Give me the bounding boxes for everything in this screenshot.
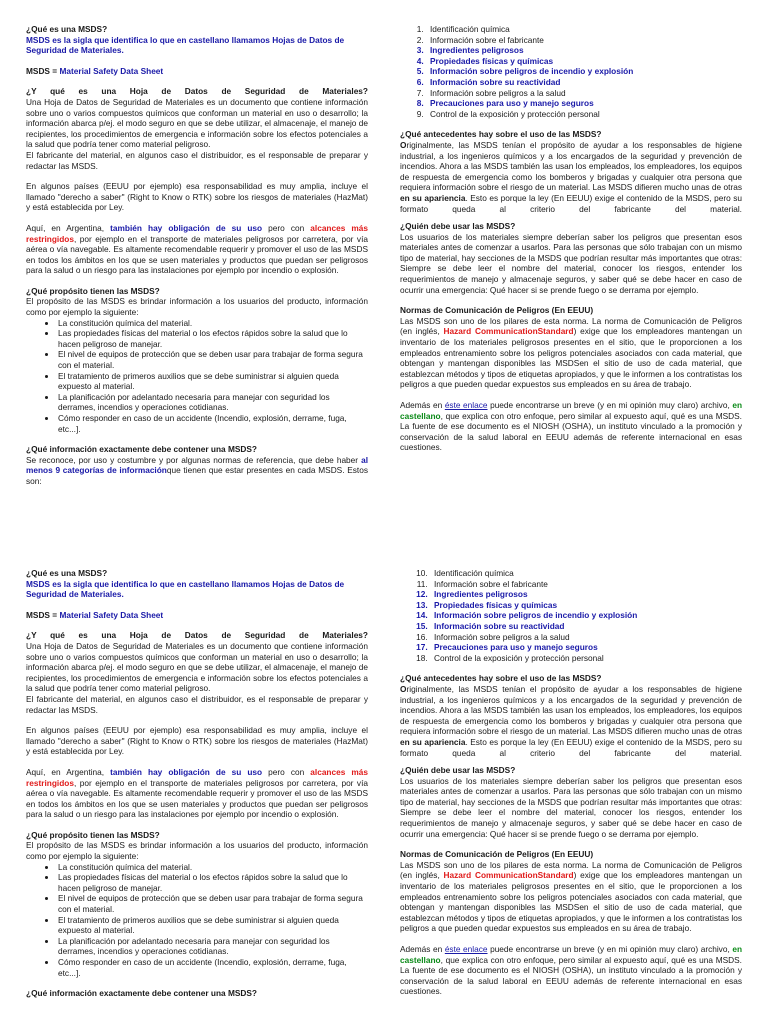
list-item: 18. Control de la exposición y protección personal: [430, 653, 742, 664]
paragraph-argentina: [26, 767, 368, 820]
list-item: 1. Identificación química: [426, 24, 742, 35]
este-enlace-link[interactable]: éste enlace: [444, 944, 488, 954]
list-item: 11. Información sobre el fabricante: [430, 579, 742, 590]
heading-normas: Normas de Comunicación de Peligros (En EEUU): [400, 305, 594, 316]
paragraph-enlace: [400, 400, 742, 453]
normas-text: ) exige que los empleadores mantengan un inventario de los materiales peligrosos presentes en el sitio, que le proporcionen a los empleados entrenamiento sobre los peligros potenciales asociados con cada material, que obtengan y mantengan disponibles las MSDSen el sitio de uso de cada material, que establezcan métodos y tipos de etiquetas apropiados, y que le informen a los contratistas los peligros a que pueden quedar expuestos sus empleados en su área de trabajo.: [400, 870, 742, 934]
paragraph-info: [26, 455, 368, 487]
paragraph-paises: En algunos países (EEUU por ejemplo) esa responsabilidad es muy amplia, incluye el llamado "derecho a saber" (Right to Know o RTK) sobre los riesgos de materiales (HazMat) y está establecida por Ley.: [26, 181, 368, 213]
paragraph-proposito: El propósito de las MSDS es brindar información a los usuarios del producto, información como por ejemplo la siguiente:: [26, 296, 368, 318]
paragraph-argentina: [26, 223, 368, 276]
list-item: • El tratamiento de primeros auxilios que se debe suministrar si alguien queda expuesto al material.: [57, 915, 368, 936]
categories-list: [400, 568, 742, 663]
document-page-2: [0, 545, 768, 1024]
paragraph-hds: Una Hoja de Datos de Seguridad de Materiales es un documento que contiene información sobre uno o varios compuestos químicos que conforman un material en uso o desarrollo; la información abarca p/ej. el modo seguro en que se debe utilizar, el almacenaje, el manejo de recipientes, los procedimientos de emergencia e información sobre los efectos potenciales a la salud que podría tener como material peligroso.: [26, 96, 368, 150]
list-item: • Las propiedades físicas del material o los efectos rápidos sobre la salud que lo hacen peligroso de manejar.: [57, 328, 368, 349]
paragraph-paises: En algunos países (EEUU por ejemplo) esa responsabilidad es muy amplia, incluye el llamado "derecho a saber" (Right to Know o RTK) sobre los riesgos de materiales (HazMat) y está establecida por Ley.: [26, 725, 368, 757]
argentina-restricted: alcances más restringidos: [26, 766, 369, 788]
list-item: 13. Propiedades físicas y químicas: [430, 600, 742, 611]
list-item: • La constitución química del material.: [57, 318, 368, 329]
paragraph-enlace: [400, 944, 742, 997]
paragraph-proposito: El propósito de las MSDS es brindar información a los usuarios del producto, información como por ejemplo la siguiente:: [26, 840, 368, 862]
drop-letter: O: [400, 683, 407, 694]
list-item: 3. Ingredientes peligrosos: [426, 45, 742, 56]
info-text: que tienen que estar presentes en cada MSDS. Estos son:: [26, 465, 368, 486]
heading-quien: ¿Quién debe usar las MSDS?: [400, 765, 516, 776]
acronym-line: [26, 610, 368, 621]
list-item: 14. Información sobre peligros de incendio y explosión: [430, 610, 742, 621]
paragraph-fabricante: El fabricante del material, en algunos caso el distribuidor, es el responsable de preparar y redactar las MSDS.: [26, 693, 368, 715]
list-item: 10. Identificación química: [430, 568, 742, 579]
heading-what-is-msds: ¿Qué es una MSDS?: [26, 568, 108, 578]
right-column: [400, 568, 742, 1004]
list-item: • El nivel de equipos de protección que se deben usar para trabajar de forma segura con el material.: [57, 349, 368, 370]
list-item: 7. Información sobre peligros a la salud: [426, 88, 742, 99]
heading-antecedentes: ¿Qué antecedentes hay sobre el uso de las MSDS?: [400, 129, 602, 140]
acronym-label: MSDS =: [26, 609, 60, 620]
list-item: 17. Precauciones para uso y manejo seguros: [430, 642, 742, 653]
argentina-obligation: también hay obligación de su uso: [110, 766, 263, 777]
argentina-text: , por ejemplo en el transporte de materiales peligrosos por carretera, por vía aérea o vía navegable. Es altamente recomendable requerir y promover el uso de las MSDS en todos los ámbitos en los que se usen materiales y productos que puedan ser peligrosos para la salud o un riesgo para las instalaciones por ejemplo por incendio o explosión.: [26, 777, 368, 820]
list-item: 2. Información sobre el fabricante: [426, 35, 742, 46]
list-item: 6. Información sobre su reactividad: [426, 77, 742, 88]
normas-text: ) exige que los empleadores mantengan un inventario de los materiales peligrosos presentes en el sitio, que le proporcionen a los empleados entrenamiento sobre los peligros potenciales asociados con cada material, que obtengan y mantengan disponibles las MSDSen el sitio de uso de cada material, que establezcan métodos y tipos de etiquetas apropiados, y que le informen a los contratistas los peligros a que pueden quedar expuestos sus empleados en su área de trabajo.: [400, 326, 742, 390]
paragraph-antecedentes: [400, 684, 742, 758]
left-column: [26, 24, 368, 494]
antecedentes-emphasis: en su apariencia: [400, 192, 466, 203]
list-item: • Cómo responder en caso de un accidente (Incendio, explosión, derrame, fuga, etc...].: [57, 413, 368, 434]
argentina-obligation: también hay obligación de su uso: [110, 222, 263, 233]
list-item: 5. Información sobre peligros de incendio y explosión: [426, 66, 742, 77]
argentina-text: Aquí, en Argentina,: [26, 222, 111, 233]
right-column: [400, 24, 742, 460]
list-item: 15. Información sobre su reactividad: [430, 621, 742, 632]
list-item: • La planificación por adelantado necesaria para manejar con seguridad los derrames, incendios y operaciones cotidianas.: [57, 936, 368, 957]
list-item: 4. Propiedades físicas y químicas: [426, 56, 742, 67]
antecedentes-text: riginalmente, las MSDS tenían el propósito de ayudar a los responsables de higiene industrial, a los ingenieros químicos y a los encargados de la seguridad y prevención de incendios. Ahora a las MSDS también las usan los empleados, los empleadores, los equipos de respuesta de emergencia como los bomberos y brigadas y cualquier otra persona que requiera información sobre el riesgo de un material. Las MSDS difieren mucho unas de otras: [400, 139, 742, 193]
heading-proposito: ¿Qué propósito tienen las MSDS?: [26, 829, 160, 840]
heading-info: ¿Qué información exactamente debe contener una MSDS?: [26, 444, 257, 455]
en-castellano-emphasis: en castellano: [400, 400, 743, 421]
paragraph-antecedentes: [400, 140, 742, 214]
enlace-text: Además en: [400, 400, 445, 410]
antecedentes-text: riginalmente, las MSDS tenían el propósito de ayudar a los responsables de higiene industrial, a los ingenieros químicos y a los encargados de la seguridad y prevención de incendios. Ahora a las MSDS también las usan los empleados, los empleadores, los equipos de respuesta de emergencia como los bomberos y brigadas y cualquier otra persona que requiera información sobre el riesgo de un material. Las MSDS difieren mucho unas de otras: [400, 683, 742, 737]
argentina-text: , por ejemplo en el transporte de materiales peligrosos por carretera, por vía aérea o vía navegable. Es altamente recomendable requerir y promover el uso de las MSDS en todos los ámbitos en los que se usen materiales y productos que puedan ser peligrosos para la salud o un riesgo para las instalaciones por ejemplo por incendio o explosión.: [26, 233, 368, 276]
enlace-text: puede encontrarse un breve (y en mi opinión muy claro) archivo,: [487, 400, 733, 410]
msds-definition: MSDS es la sigla que identifica lo que en castellano llamamos Hojas de Datos de Seguridad de Materiales.: [26, 578, 345, 600]
enlace-text: Además en: [400, 944, 445, 954]
purpose-bullet-list: [26, 862, 368, 979]
heading-what-is-hds: ¿Y qué es una Hoja de Datos de Seguridad de Materiales?: [26, 86, 368, 97]
list-item: • Cómo responder en caso de un accidente (Incendio, explosión, derrame, fuga, etc...].: [57, 957, 368, 978]
heading-normas: Normas de Comunicación de Peligros (En EEUU): [400, 849, 594, 860]
hazard-standard-name: Hazard CommunicationStandard: [443, 870, 574, 881]
paragraph-normas: [400, 860, 742, 934]
list-item: 8. Precauciones para uso y manejo seguros: [426, 98, 742, 109]
argentina-text: pero con: [262, 222, 311, 233]
paragraph-quien: Los usuarios de los materiales siempre deberían saber los peligros que presentan esos materiales antes de comenzar a usarlos. Para las personas que sólo trabajan con un mismo tipo de material, hay secciones de la MSDS que podrían resultar más importantes que otras: Siempre se debe leer el nombre del material, conocer los riesgos, entender los requerimientos de manejo y almacenaje seguros, y saber qué se debe hacer en caso de ocurrir una emergencia: Qué hacer si se prende fuego o se derrama por ejemplo.: [400, 231, 742, 295]
normas-text: Las MSDS son uno de los pilares de esta norma. La norma de Comunicación de Peligros (en inglés,: [400, 315, 742, 337]
categories-list: [400, 24, 742, 119]
list-item: • Las propiedades físicas del material o los efectos rápidos sobre la salud que lo hacen peligroso de manejar.: [57, 872, 368, 893]
info-categories: al menos 9 categorías de información: [26, 454, 368, 476]
heading-proposito: ¿Qué propósito tienen las MSDS?: [26, 285, 160, 296]
normas-text: Las MSDS son uno de los pilares de esta norma. La norma de Comunicación de Peligros (en inglés,: [400, 859, 742, 881]
paragraph-quien: Los usuarios de los materiales siempre deberían saber los peligros que presentan esos materiales antes de comenzar a usarlos. Para las personas que sólo trabajan con un mismo tipo de material, hay secciones de la MSDS que podrían resultar más importantes que otras: Siempre se debe leer el nombre del material, conocer los riesgos, entender los requerimientos de manejo y almacenaje seguros, y saber qué se debe hacer en caso de ocurrir una emergencia: Qué hacer si se prende fuego o se derrama por ejemplo.: [400, 775, 742, 839]
list-item: 12. Ingredientes peligrosos: [430, 589, 742, 600]
list-item: • La planificación por adelantado necesaria para manejar con seguridad los derrames, incendios y operaciones cotidianas.: [57, 392, 368, 413]
antecedentes-emphasis: en su apariencia: [400, 736, 466, 747]
antecedentes-text: . Esto es porque la ley (En EEUU) exige el contenido de la MSDS, pero su formato queda al criterio del fabricante del material.: [400, 736, 742, 758]
info-text: Se reconoce, por uso y costumbre y por algunas normas de referencia, que debe haber: [26, 454, 362, 465]
paragraph-hds: Una Hoja de Datos de Seguridad de Materiales es un documento que contiene información sobre uno o varios compuestos químicos que conforman un material en uso o desarrollo; la información abarca p/ej. el modo seguro en que se debe utilizar, el almacenaje, el manejo de recipientes, los procedimientos de emergencia e información sobre los efectos potenciales a la salud que podría tener como material peligroso.: [26, 640, 368, 694]
acronym-value: Material Safety Data Sheet: [59, 65, 164, 76]
paragraph-normas: [400, 316, 742, 390]
heading-what-is-msds: ¿Qué es una MSDS?: [26, 24, 108, 34]
acronym-value: Material Safety Data Sheet: [59, 609, 164, 620]
heading-info: ¿Qué información exactamente debe contener una MSDS?: [26, 988, 257, 999]
hazard-standard-name: Hazard CommunicationStandard: [443, 326, 574, 337]
list-item: • La constitución química del material.: [57, 862, 368, 873]
enlace-text: puede encontrarse un breve (y en mi opinión muy claro) archivo,: [487, 944, 733, 954]
enlace-text: , que explica con otro enfoque, pero similar al expuesto aquí, qué es una MSDS. La fuente de ese documento es el NIOSH (OSHA), un instituto vinculado a la promoción y conservación de la salud laboral en EEUU además de referente internacional en esas cuestiones.: [400, 410, 742, 453]
paragraph-fabricante: El fabricante del material, en algunos caso el distribuidor, es el responsable de preparar y redactar las MSDS.: [26, 149, 368, 171]
acronym-label: MSDS =: [26, 65, 60, 76]
argentina-text: Aquí, en Argentina,: [26, 766, 111, 777]
drop-letter: O: [400, 139, 407, 150]
acronym-line: [26, 66, 368, 77]
list-item: 9. Control de la exposición y protección personal: [426, 109, 742, 120]
heading-antecedentes: ¿Qué antecedentes hay sobre el uso de las MSDS?: [400, 673, 602, 684]
argentina-restricted: alcances más restringidos: [26, 222, 369, 244]
heading-what-is-hds: ¿Y qué es una Hoja de Datos de Seguridad de Materiales?: [26, 630, 368, 641]
heading-quien: ¿Quién debe usar las MSDS?: [400, 221, 516, 232]
msds-definition: MSDS es la sigla que identifica lo que en castellano llamamos Hojas de Datos de Seguridad de Materiales.: [26, 34, 345, 56]
argentina-text: pero con: [262, 766, 311, 777]
este-enlace-link[interactable]: éste enlace: [444, 400, 488, 410]
left-column: [26, 568, 368, 999]
list-item: 16. Información sobre peligros a la salud: [430, 632, 742, 643]
enlace-text: , que explica con otro enfoque, pero similar al expuesto aquí, qué es una MSDS. La fuente de ese documento es el NIOSH (OSHA), un instituto vinculado a la promoción y conservación de la salud laboral en EEUU además de referente internacional en esas cuestiones.: [400, 954, 742, 997]
list-item: • El nivel de equipos de protección que se deben usar para trabajar de forma segura con el material.: [57, 893, 368, 914]
purpose-bullet-list: [26, 318, 368, 435]
antecedentes-text: . Esto es porque la ley (En EEUU) exige el contenido de la MSDS, pero su formato queda al criterio del fabricante del material.: [400, 192, 742, 214]
en-castellano-emphasis: en castellano: [400, 944, 743, 965]
list-item: • El tratamiento de primeros auxilios que se debe suministrar si alguien queda expuesto al material.: [57, 371, 368, 392]
